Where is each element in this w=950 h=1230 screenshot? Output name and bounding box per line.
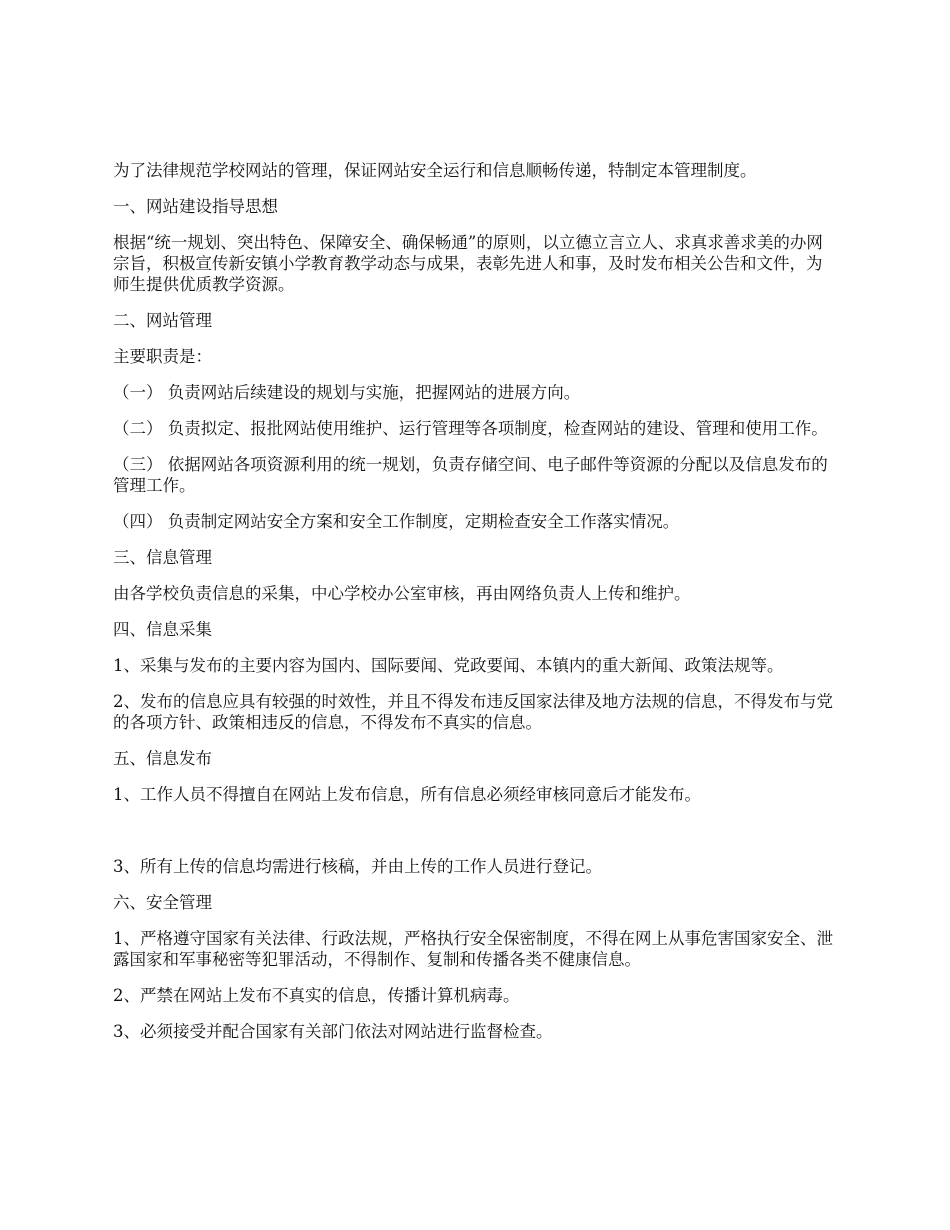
collection-item-2: 2、发布的信息应具有较强的时效性，并且不得发布违反国家法律及地方法规的信息，不得发布与党的各项方针、政策相违反的信息，不得发布不真实的信息。 [113,692,833,732]
section-heading-3: 三、信息管理 [113,548,212,567]
security-item-1: 1、严格遵守国家有关法律、行政法规，严格执行安全保密制度，不得在网上从事危害国家安全、泄露国家和军事秘密等犯罪活动，不得制作、复制和传播各类不健康信息。 [113,929,833,969]
section-heading-5: 五、信息发布 [113,749,212,768]
document-body [113,160,838,1057]
collection-item-1: 1、采集与发布的主要内容为国内、国际要闻、党政要闻、本镇内的重大新闻、政策法规等。 [113,656,784,675]
publish-item-3: 3、所有上传的信息均需进行核稿，并由上传的工作人员进行登记。 [113,857,602,876]
section-heading-6: 六、安全管理 [113,893,212,912]
duties-label: 主要职责是： [113,347,212,366]
section-heading-1: 一、网站建设指导思想 [113,197,278,216]
duty-item-1: （一） 负责网站后续建设的规划与实施，把握网站的进展方向。 [113,383,581,402]
duty-item-3: （三） 依据网站各项资源利用的统一规划，负责存储空间、电子邮件等资源的分配以及信息发布的管理工作。 [113,455,828,495]
info-management-paragraph: 由各学校负责信息的采集，中心学校办公室审核，再由网络负责人上传和维护。 [113,584,691,603]
guiding-principle-paragraph: 根据“统一规划、突出特色、保障安全、确保畅通”的原则，以立德立言立人、求真求善求美的办网宗旨，积极宣传新安镇小学教育教学动态与成果，表彰先进人和事，及时发布相关公告和文件，为师生提供优质教学资源。 [113,233,823,294]
section-heading-4: 四、信息采集 [113,620,212,639]
security-item-2: 2、严禁在网站上发布不真实的信息，传播计算机病毒。 [113,986,520,1005]
duty-item-2: （二） 负责拟定、报批网站使用维护、运行管理等各项制度，检查网站的建设、管理和使用工作。 [113,419,828,438]
section-heading-2: 二、网站管理 [113,311,212,330]
security-item-3: 3、必须接受并配合国家有关部门依法对网站进行监督检查。 [113,1022,553,1041]
publish-item-1: 1、工作人员不得擅自在网站上发布信息，所有信息必须经审核同意后才能发布。 [113,785,701,804]
duty-item-4: （四） 负责制定网站安全方案和安全工作制度，定期检查安全工作落实情况。 [113,512,680,531]
intro-paragraph: 为了法律规范学校网站的管理，保证网站安全运行和信息顺畅传递，特制定本管理制度。 [113,161,757,180]
